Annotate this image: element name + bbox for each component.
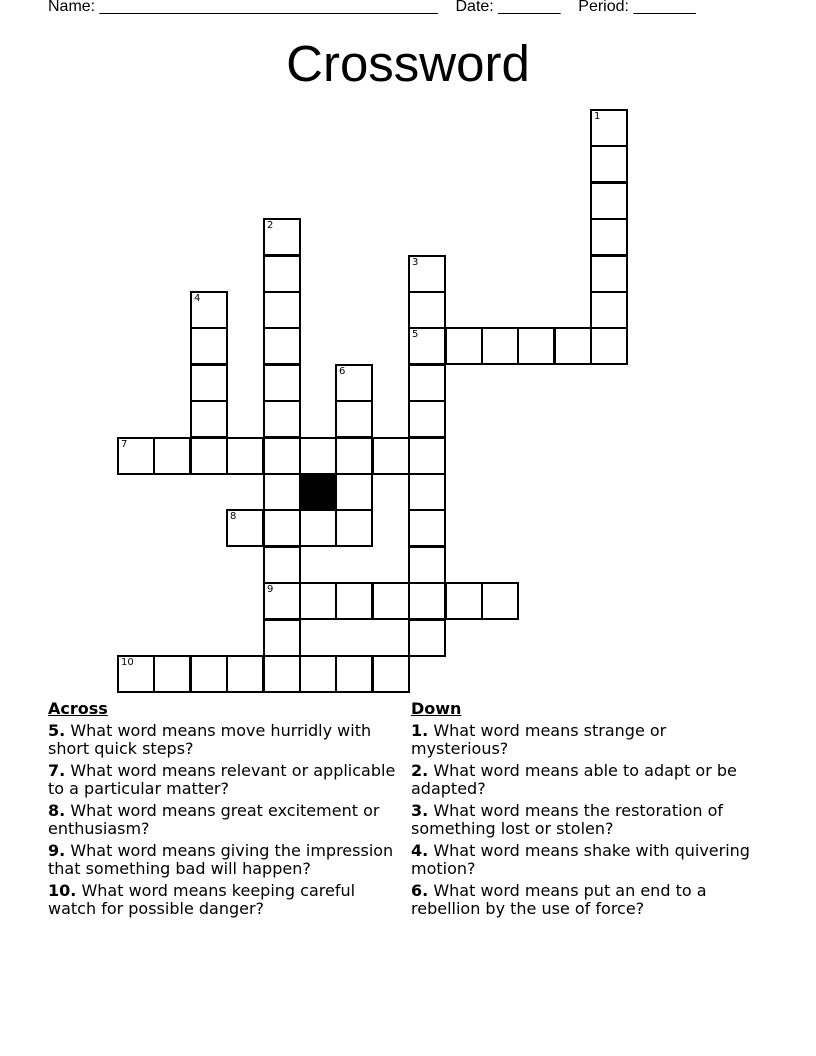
crossword-cell[interactable]	[263, 400, 301, 438]
crossword-cell[interactable]	[263, 255, 301, 293]
crossword-cell[interactable]	[372, 655, 410, 693]
clue-number: 2.	[411, 761, 429, 780]
crossword-cell[interactable]	[408, 255, 446, 293]
cell-number: 4	[194, 293, 201, 304]
crossword-cell[interactable]	[335, 473, 373, 511]
crossword-cell[interactable]	[153, 655, 191, 693]
clue-number: 1.	[411, 721, 429, 740]
crossword-cell[interactable]	[299, 582, 337, 620]
crossword-blocked-cell	[299, 473, 337, 511]
crossword-cell[interactable]	[190, 437, 228, 475]
crossword-cell[interactable]	[335, 437, 373, 475]
crossword-cell[interactable]	[481, 582, 519, 620]
crossword-cell[interactable]	[190, 291, 228, 329]
clue-number: 3.	[411, 801, 429, 820]
crossword-cell[interactable]	[408, 327, 446, 365]
crossword-cell[interactable]	[263, 546, 301, 584]
clue-number: 9.	[48, 841, 66, 860]
clue-text: What word means move hurridly with short quick steps?	[48, 721, 372, 758]
crossword-cell[interactable]	[408, 619, 446, 657]
crossword-cell[interactable]	[335, 655, 373, 693]
clue-number: 4.	[411, 841, 429, 860]
date-blank: _______	[498, 0, 561, 15]
clue-across-10	[48, 882, 398, 918]
crossword-cell[interactable]	[299, 655, 337, 693]
crossword-cell[interactable]	[590, 255, 628, 293]
clue-down-1	[411, 722, 761, 758]
crossword-cell[interactable]	[408, 400, 446, 438]
crossword-cell[interactable]	[190, 327, 228, 365]
cell-number: 2	[267, 220, 274, 231]
crossword-cell[interactable]	[335, 509, 373, 547]
across-heading: Across	[48, 699, 108, 718]
crossword-cell[interactable]	[263, 619, 301, 657]
crossword-cell[interactable]	[190, 364, 228, 402]
crossword-cell[interactable]	[590, 218, 628, 256]
clue-across-9	[48, 842, 398, 878]
crossword-cell[interactable]	[408, 364, 446, 402]
crossword-cell[interactable]	[263, 218, 301, 256]
period-label: Period:	[578, 0, 629, 15]
clue-text: What word means great excitement or enthusiasm?	[48, 801, 380, 838]
crossword-cell[interactable]	[263, 364, 301, 402]
crossword-cell[interactable]	[335, 400, 373, 438]
crossword-cell[interactable]	[408, 509, 446, 547]
crossword-cell[interactable]	[372, 582, 410, 620]
cell-number: 10	[121, 657, 134, 668]
clue-text: What word means relevant or applicable to a particular matter?	[48, 761, 396, 798]
down-clues	[411, 700, 761, 922]
crossword-cell[interactable]	[335, 364, 373, 402]
crossword-cell[interactable]	[335, 582, 373, 620]
clue-text: What word means able to adapt or be adapted?	[411, 761, 737, 798]
cell-number: 3	[412, 257, 419, 268]
crossword-cell[interactable]	[117, 437, 155, 475]
crossword-cell[interactable]	[226, 509, 264, 547]
crossword-cell[interactable]	[263, 291, 301, 329]
clue-down-2	[411, 762, 761, 798]
crossword-cell[interactable]	[263, 509, 301, 547]
crossword-cell[interactable]	[408, 291, 446, 329]
clue-down-4	[411, 842, 761, 878]
cell-number: 1	[594, 111, 601, 122]
crossword-cell[interactable]	[408, 582, 446, 620]
crossword-cell[interactable]	[299, 509, 337, 547]
clue-across-8	[48, 802, 398, 838]
crossword-cell[interactable]	[590, 182, 628, 220]
crossword-cell[interactable]	[372, 437, 410, 475]
cell-number: 6	[339, 366, 346, 377]
crossword-cell[interactable]	[226, 655, 264, 693]
clue-number: 5.	[48, 721, 66, 740]
crossword-cell[interactable]	[190, 655, 228, 693]
clue-text: What word means keeping careful watch for possible danger?	[48, 881, 356, 918]
period-blank: _______	[633, 0, 696, 15]
clue-number: 8.	[48, 801, 66, 820]
crossword-cell[interactable]	[590, 327, 628, 365]
clue-down-6	[411, 882, 761, 918]
crossword-cell[interactable]	[263, 327, 301, 365]
crossword-cell[interactable]	[445, 327, 483, 365]
crossword-cell[interactable]	[408, 437, 446, 475]
date-label: Date:	[455, 0, 494, 15]
crossword-cell[interactable]	[481, 327, 519, 365]
crossword-cell[interactable]	[117, 655, 155, 693]
crossword-cell[interactable]	[408, 546, 446, 584]
crossword-cell[interactable]	[190, 400, 228, 438]
crossword-cell[interactable]	[226, 437, 264, 475]
crossword-cell[interactable]	[590, 109, 628, 147]
crossword-cell[interactable]	[445, 582, 483, 620]
clue-text: What word means put an end to a rebellion by the use of force?	[411, 881, 707, 918]
crossword-cell[interactable]	[263, 582, 301, 620]
clue-number: 6.	[411, 881, 429, 900]
clue-number: 7.	[48, 761, 66, 780]
crossword-cell[interactable]	[408, 473, 446, 511]
across-clues	[48, 700, 398, 922]
crossword-cell[interactable]	[554, 327, 592, 365]
clue-number: 10.	[48, 881, 77, 900]
crossword-cell[interactable]	[263, 437, 301, 475]
name-label: Name:	[48, 0, 96, 15]
page-title: Crossword	[286, 35, 530, 92]
name-blank: ______________________________________	[99, 0, 438, 15]
crossword-cell[interactable]	[517, 327, 555, 365]
cell-number: 9	[267, 584, 274, 595]
clue-across-5	[48, 722, 398, 758]
clue-down-3	[411, 802, 761, 838]
crossword-cell[interactable]	[263, 655, 301, 693]
cell-number: 7	[121, 439, 128, 450]
clue-text: What word means the restoration of something lost or stolen?	[411, 801, 723, 838]
down-heading: Down	[411, 699, 462, 718]
crossword-cell[interactable]	[299, 437, 337, 475]
clue-across-7	[48, 762, 398, 798]
cell-number: 8	[230, 511, 237, 522]
cell-number: 5	[412, 329, 419, 340]
clue-text: What word means shake with quivering motion?	[411, 841, 750, 878]
crossword-cell[interactable]	[263, 473, 301, 511]
clue-text: What word means strange or mysterious?	[411, 721, 667, 758]
clue-text: What word means giving the impression that something bad will happen?	[48, 841, 394, 878]
crossword-cell[interactable]	[153, 437, 191, 475]
crossword-cell[interactable]	[590, 145, 628, 183]
crossword-cell[interactable]	[590, 291, 628, 329]
